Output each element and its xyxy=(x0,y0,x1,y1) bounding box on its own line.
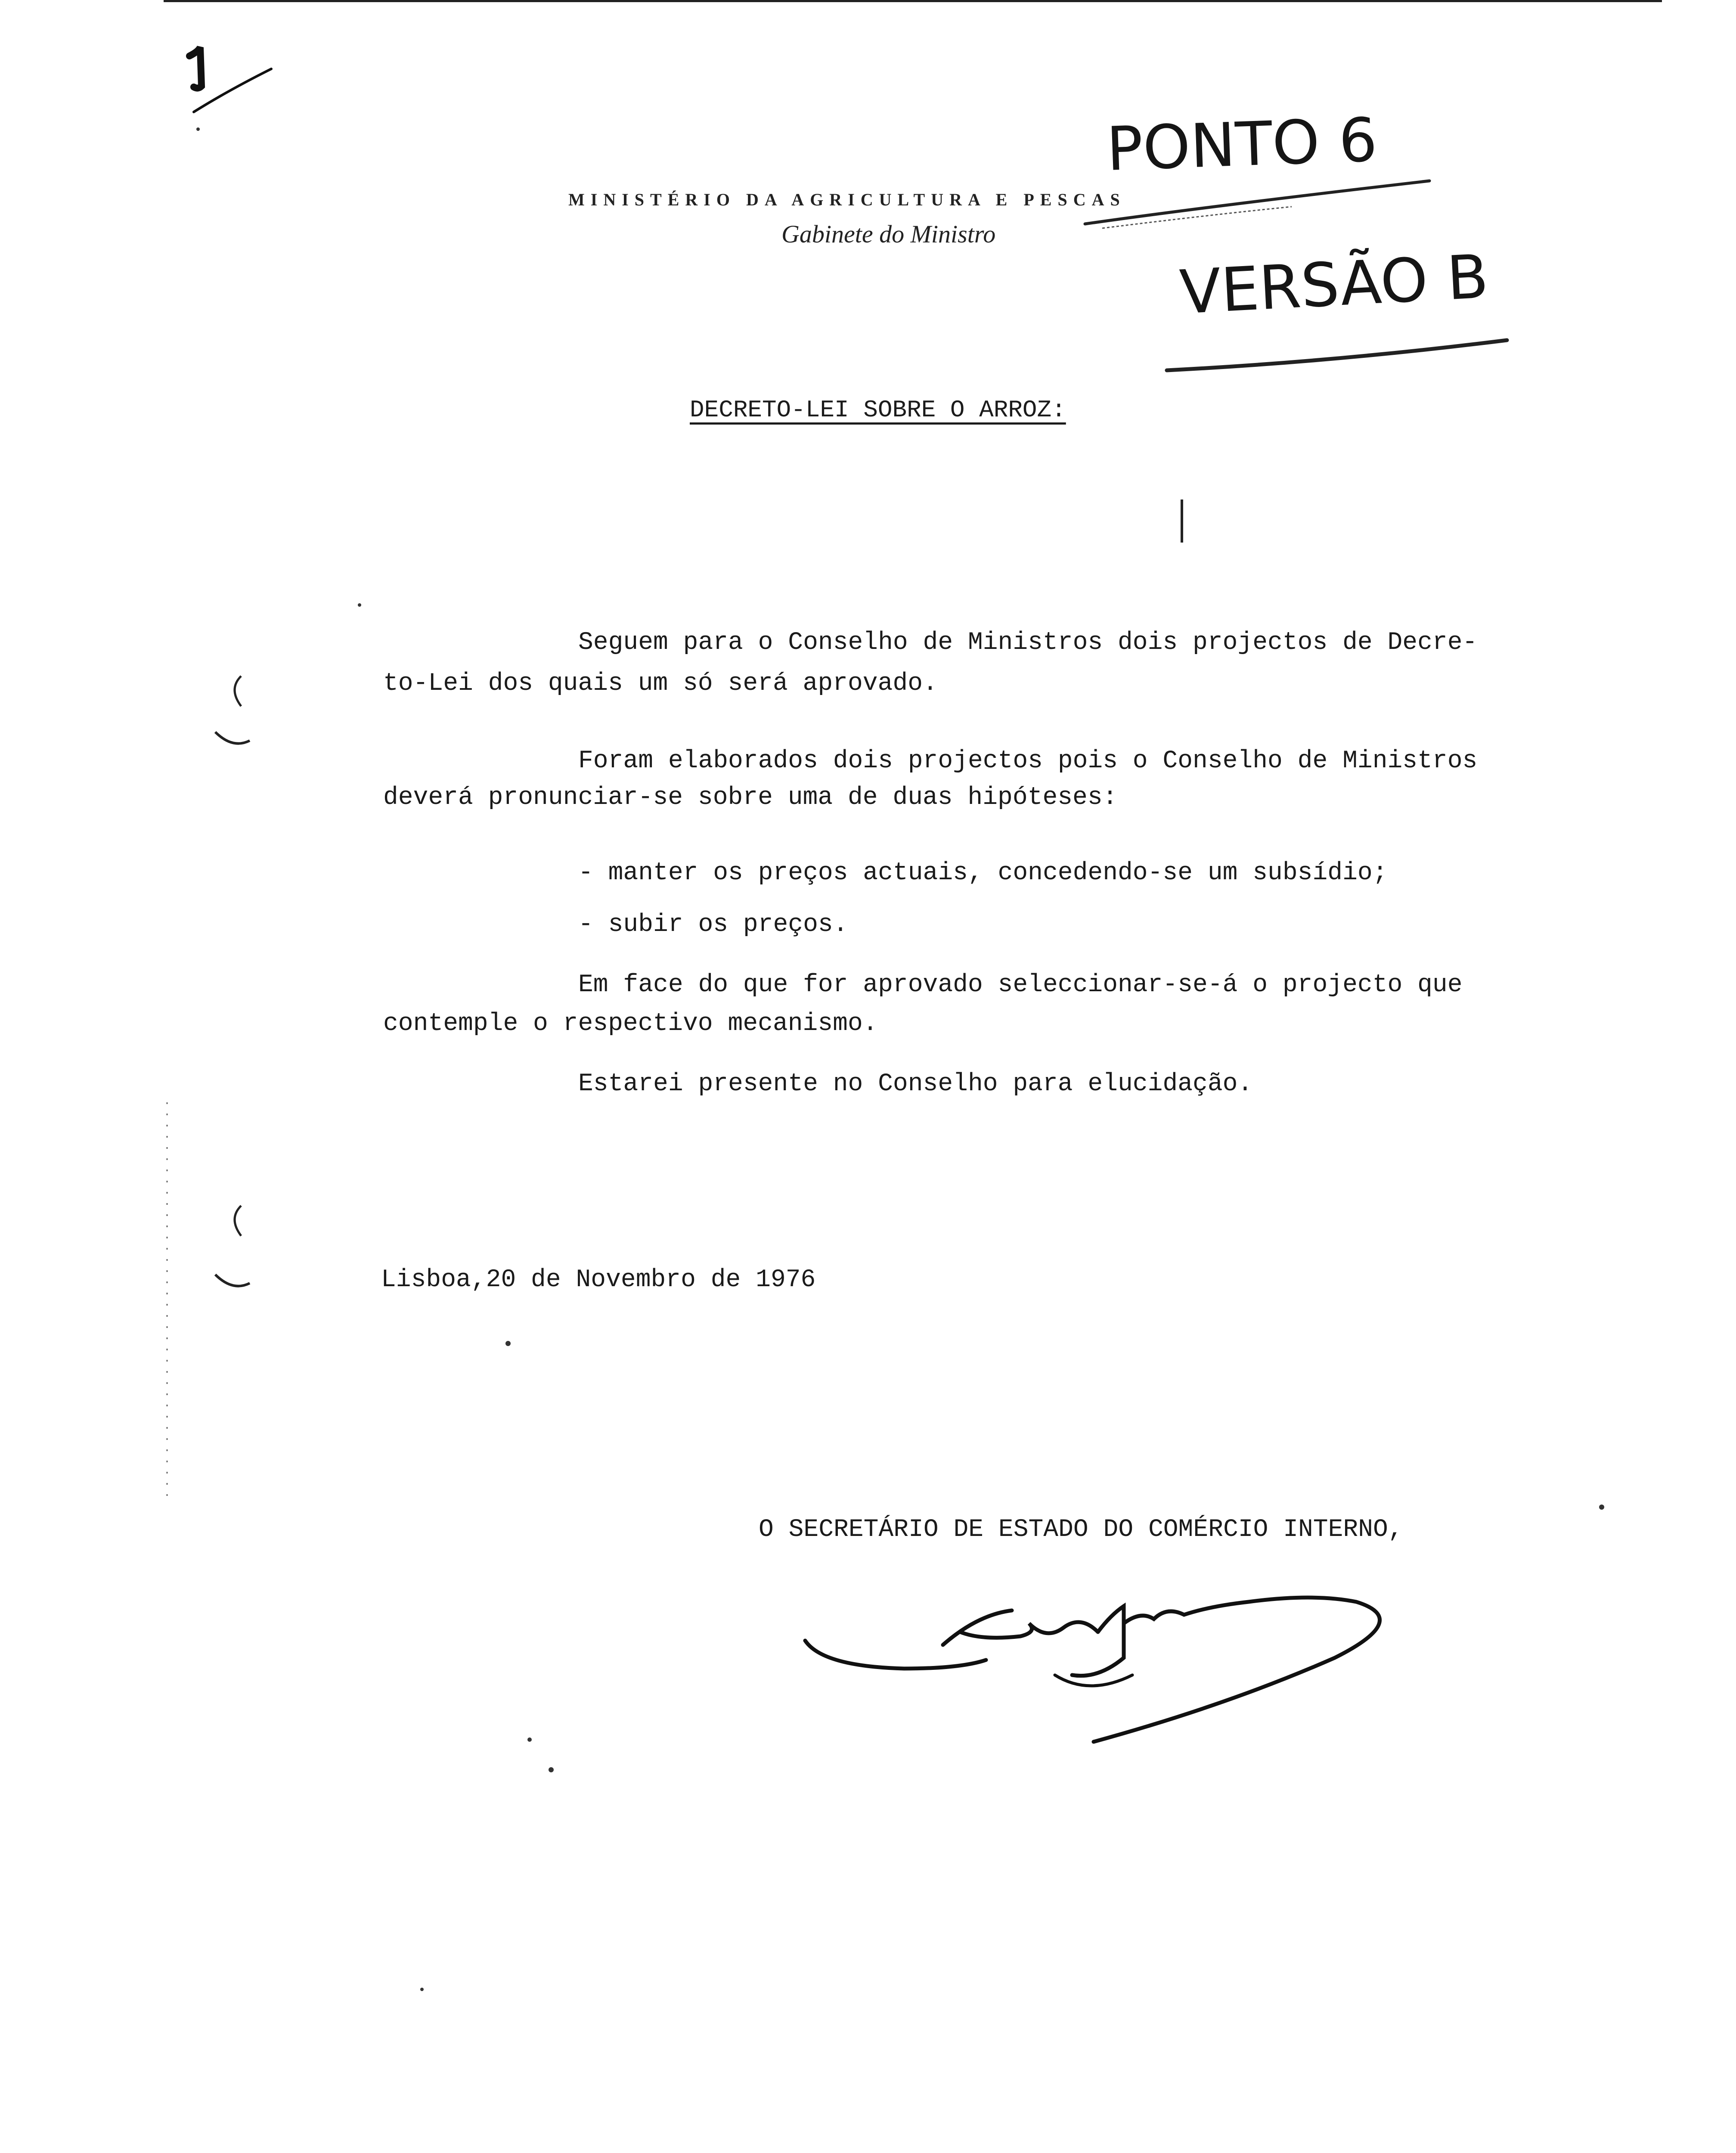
paragraph-3-line-1: Em face do que for aprovado seleccionar-se-á o projecto que xyxy=(578,971,1463,999)
list-item-1: - manter os preços actuais, concedendo-se um subsídio; xyxy=(578,859,1388,887)
signatory-title: O SECRETÁRIO DE ESTADO DO COMÉRCIO INTERNO, xyxy=(759,1516,1403,1544)
paragraph-2-line-1: Foram elaborados dois projectos pois o Conselho de Ministros xyxy=(578,747,1478,775)
list-item-2: - subir os preços. xyxy=(578,911,848,939)
ministry-letterhead: MINISTÉRIO DA AGRICULTURA E PESCAS xyxy=(568,190,1126,209)
paragraph-2-line-2: deverá pronunciar-se sobre uma de duas hipóteses: xyxy=(383,784,1118,812)
cabinet-letterhead: Gabinete do Ministro xyxy=(781,220,996,248)
document-title: DECRETO-LEI SOBRE O ARROZ: xyxy=(690,396,1066,424)
paragraph-1-line-2: to-Lei dos quais um só será aprovado. xyxy=(383,670,938,698)
version-annotation: VERSÃO B xyxy=(1178,242,1490,328)
date-line: Lisboa,20 de Novembro de 1976 xyxy=(381,1266,816,1294)
point-annotation: PONTO 6 xyxy=(1105,105,1379,185)
paragraph-4: Estarei presente no Conselho para elucidação. xyxy=(578,1070,1253,1098)
paragraph-3-line-2: contemple o respectivo mecanismo. xyxy=(383,1010,878,1038)
paragraph-1-line-1: Seguem para o Conselho de Ministros dois projectos de Decre- xyxy=(578,629,1478,657)
